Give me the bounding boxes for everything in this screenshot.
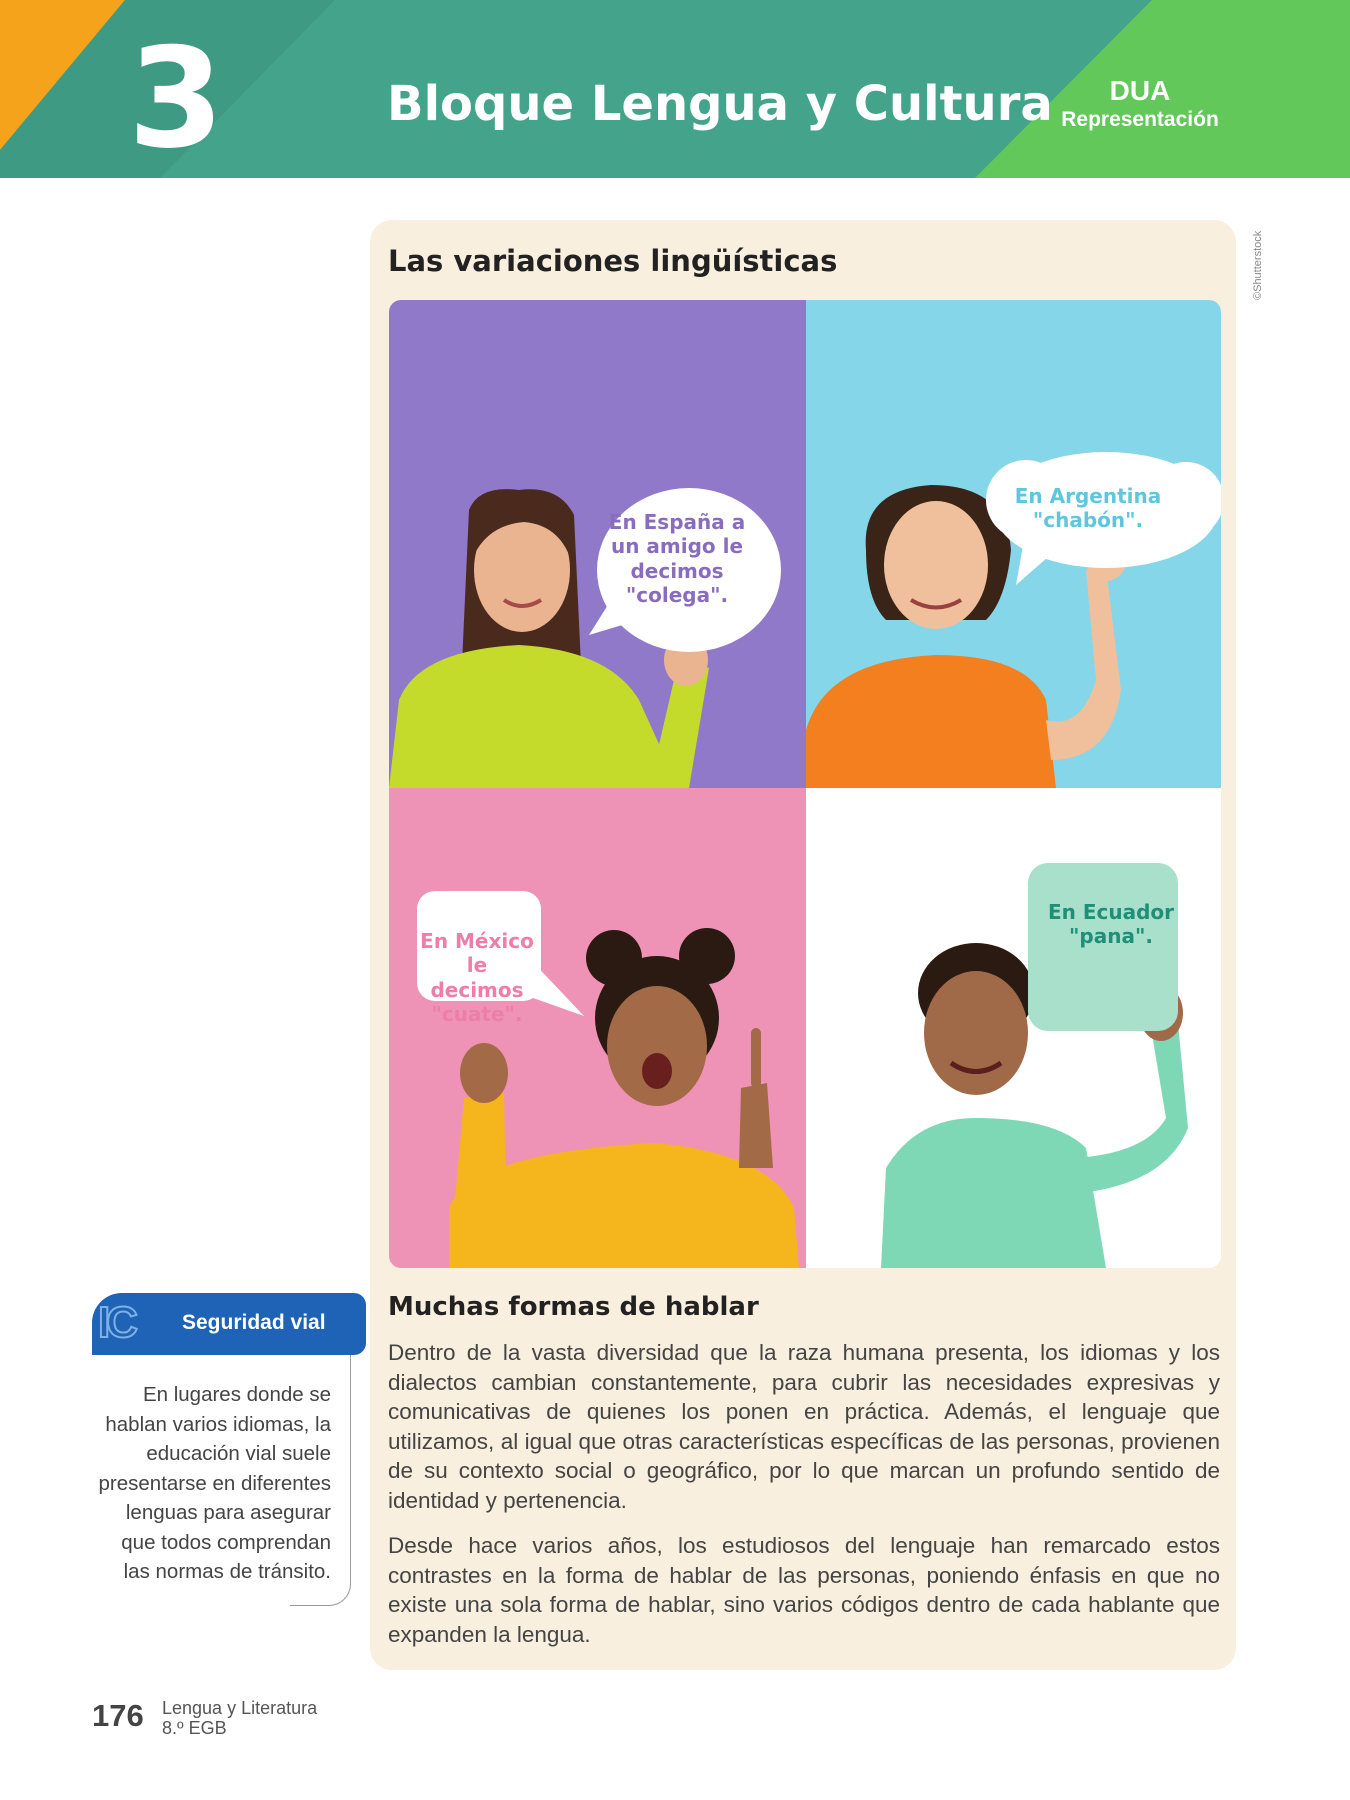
speech-bubble-mexico: En México le decimos "cuate". — [420, 929, 534, 1027]
footer-subject: Lengua y Literatura — [162, 1698, 318, 1718]
chapter-header — [0, 0, 1350, 178]
ic-badge-icon: IC — [98, 1298, 134, 1347]
unit-number: 3 — [128, 18, 225, 178]
body-paragraph-1: Dentro de la vasta diversidad que la raza humana presenta, los idiomas y los dialectos cambian constantemente, para cubrir las necesidades expresivas y comunicativas de quienes los ponen en práctica. Además, el lenguaje que utilizamos, al igual que otras características específicas de las personas, provienen de su contexto social o geográfico, por lo que marcan un profundo sentido de identidad y pertenencia. — [388, 1340, 1220, 1513]
photo-panel-spain — [389, 300, 806, 788]
block-title: Bloque Lengua y Cultura — [387, 76, 1053, 132]
speech-bubble-spain: En España a un amigo le decimos "colega". — [608, 510, 746, 608]
body-paragraph-2: Desde hace varios años, los estudiosos del lenguaje han remarcado estos contrastes en la forma de hablar de las personas, poniendo énfasis en que no existe una sola forma de hablar, sino varios códigos dentro de cada hablante que expanden la lengua. — [388, 1533, 1220, 1647]
dua-label — [1040, 76, 1240, 132]
speech-bubble-argentina: En Argentina "chabón". — [1014, 484, 1162, 533]
page-number: 176 — [92, 1698, 144, 1733]
speech-bubble-ecuador: En Ecuador "pana". — [1047, 900, 1175, 949]
footer-grade: 8.º EGB — [162, 1718, 227, 1738]
girl-yellow-sweater-illustration — [389, 788, 806, 1268]
dua-subtitle: Representación — [1061, 107, 1219, 131]
boy-orange-shirt-illustration — [806, 300, 1221, 788]
photo-grid — [389, 300, 1221, 1268]
dua-title: DUA — [1109, 75, 1171, 106]
photo-panel-ecuador — [806, 788, 1221, 1268]
subsection-title: Muchas formas de hablar — [388, 1292, 759, 1322]
section-title: Las variaciones lingüísticas — [388, 244, 838, 278]
sidebar-title: Seguridad vial — [182, 1311, 326, 1334]
sidebar-text: En lugares donde se hablan varios idiomas, la educación vial suele presentarse en diferentes lenguas para asegurar que todos comprendan las normas de tránsito. — [98, 1383, 331, 1583]
photo-panel-mexico — [389, 788, 806, 1268]
boy-mint-shirt-illustration — [806, 788, 1221, 1268]
photo-panel-argentina — [806, 300, 1221, 788]
sidebar-header — [92, 1293, 366, 1355]
image-credit: ©Shutterstock — [1252, 230, 1264, 300]
